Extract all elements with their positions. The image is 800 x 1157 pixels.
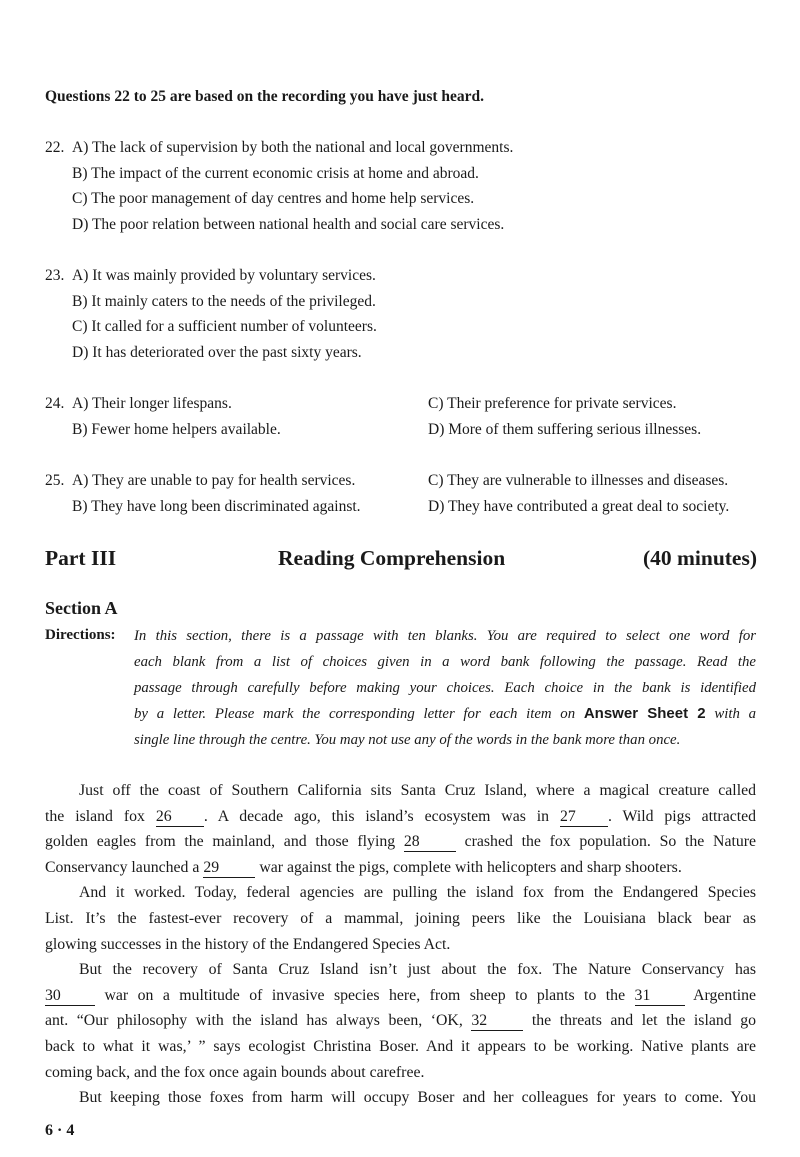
directions-line	[134, 701, 756, 727]
passage-text: the threats and let the island go	[531, 1012, 756, 1030]
reading-passage	[45, 778, 756, 1111]
passage-line	[45, 829, 756, 855]
option-b: B) Fewer home helpers available.	[72, 420, 281, 438]
blank-27: 27	[560, 808, 608, 827]
passage-text: . Wild pigs attracted	[607, 807, 757, 825]
directions-line: each blank from a list of choices given in a word bank following the passage. Read the	[134, 654, 756, 670]
question-24	[45, 391, 760, 442]
option-c: C) Their preference for private services.	[428, 395, 677, 412]
option-c: C) The poor management of day centres and home help services.	[72, 190, 475, 207]
passage-line: But keeping those foxes from harm will occupy Boser and her colleagues for years to come. You	[79, 1089, 756, 1107]
passage-text: war on a multitude of invasive species here, from sheep to plants to the	[104, 986, 626, 1004]
passage-line	[45, 804, 756, 830]
passage-line: glowing successes in the history of the Endangered Species Act.	[45, 935, 451, 953]
option-d: D) It has deteriorated over the past sixty years.	[72, 343, 362, 361]
option-b: B) They have long been discriminated against.	[72, 497, 361, 515]
passage-text: ant. “Our philosophy with the island has always been, ‘OK,	[45, 1012, 463, 1030]
blank-26: 26	[156, 808, 204, 827]
directions-text-part: by a letter. Please mark the corresponding letter for each item on	[134, 706, 576, 722]
directions-line: single line through the centre. You may not use any of the words in the bank more than once.	[134, 732, 681, 748]
passage-text: the island fox	[45, 807, 145, 825]
blank-31: 31	[635, 987, 685, 1006]
blank-32: 32	[471, 1012, 523, 1031]
passage-line	[45, 855, 756, 881]
section-heading: Section A	[45, 598, 118, 618]
option-b: B) It mainly caters to the needs of the privileged.	[72, 292, 376, 310]
directions-label: Directions:	[45, 627, 116, 643]
directions-line: In this section, there is a passage with ten blanks. You are required to select one word for	[134, 628, 756, 644]
option-a: A) Their longer lifespans.	[72, 395, 232, 412]
question-number: 25.	[45, 472, 65, 489]
part-title: Reading Comprehension	[278, 546, 506, 570]
passage-text: war against the pigs, complete with helicopters and sharp shooters.	[259, 858, 682, 876]
option-a: A) It was mainly provided by voluntary services.	[72, 267, 376, 284]
passage-line	[45, 1008, 756, 1034]
directions-text	[134, 623, 756, 753]
option-b: B) The impact of the current economic crisis at home and abroad.	[72, 164, 479, 182]
passage-line: List. It’s the fastest-ever recovery of a mammal, joining peers like the Louisiana black bear as	[45, 909, 756, 927]
passage-line	[45, 983, 756, 1009]
option-d: D) The poor relation between national health and social care services.	[72, 215, 505, 233]
passage-text: Argentine	[693, 986, 757, 1004]
page-number: 6 · 4	[45, 1122, 75, 1139]
blank-29: 29	[203, 859, 255, 878]
answer-sheet-label: Answer Sheet 2	[583, 705, 706, 722]
option-d: D) They have contributed a great deal to society.	[428, 497, 730, 515]
blank-30: 30	[45, 987, 95, 1006]
passage-text: . A decade ago, this island’s ecosystem was in	[203, 807, 550, 825]
question-number: 22.	[45, 139, 65, 156]
passage-text: golden eagles from the mainland, and those flying	[45, 833, 396, 851]
passage-line: And it worked. Today, federal agencies are pulling the island fox from the Endangered Species	[79, 884, 756, 902]
passage-line: coming back, and the fox once again bounds about carefree.	[45, 1063, 425, 1081]
blank-28: 28	[404, 833, 456, 852]
passage-text: Conservancy launched a	[45, 858, 200, 876]
question-22	[45, 135, 760, 237]
question-25	[45, 468, 760, 519]
part-label: Part III	[45, 546, 117, 570]
question-number: 23.	[45, 267, 65, 284]
passage-line: Just off the coast of Southern California sits Santa Cruz Island, where a magical creature called	[79, 782, 756, 799]
directions-line: passage through carefully before making your choices. Each choice in the bank is identified	[134, 680, 756, 696]
option-a: A) The lack of supervision by both the national and local governments.	[72, 139, 514, 156]
part-time: (40 minutes)	[642, 546, 757, 570]
passage-line: back to what it was,’ ” says ecologist Christina Boser. And it appears to be working. Native plants are	[45, 1037, 756, 1055]
option-c: C) They are vulnerable to illnesses and diseases.	[428, 472, 729, 489]
directions-text-part: with a	[714, 706, 756, 722]
option-d: D) More of them suffering serious illnesses.	[428, 420, 702, 438]
part-heading	[45, 546, 757, 576]
question-number: 24.	[45, 395, 65, 412]
option-c: C) It called for a sufficient number of volunteers.	[72, 318, 377, 335]
passage-line: But the recovery of Santa Cruz Island isn’t just about the fox. The Nature Conservancy has	[79, 961, 756, 979]
option-a: A) They are unable to pay for health services.	[72, 472, 356, 489]
questions-header: Questions 22 to 25 are based on the recording you have just heard.	[45, 88, 485, 105]
question-23	[45, 263, 760, 365]
passage-text: crashed the fox population. So the Nature	[464, 833, 757, 851]
